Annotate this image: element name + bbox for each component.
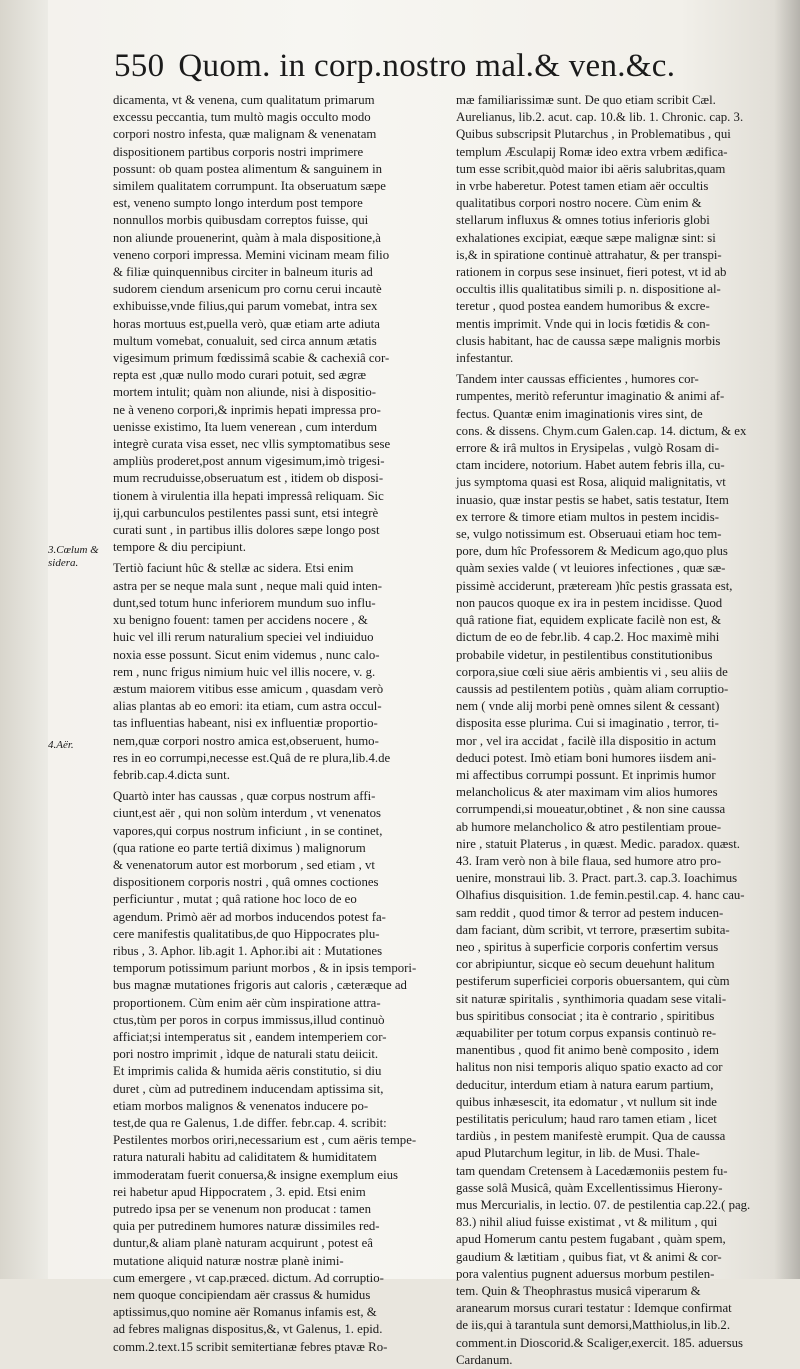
text-line: & filiæ quinquennibus circiter in balneum ituris ad xyxy=(113,265,373,280)
text-line: multum vomebat, conualuit, sed circa annum ætatis xyxy=(113,333,377,348)
text-line: nem quoque concipiendam aër crassus & humidus xyxy=(113,1288,371,1303)
text-line: uenire, monstraui lib. 3. Pract. part.3. cap.3. Ioachimus xyxy=(456,871,738,886)
text-line: cum emergere , vt cap.præced. dictum. Ad corruptio- xyxy=(113,1270,384,1285)
text-line: aptissimus,quo nomine aër Romanus infamis est, & xyxy=(113,1305,377,1320)
text-line: pori nostro imprimit , ìdque de naturali statu deiicit. xyxy=(113,1047,379,1062)
text-line: curati sunt , in partibus illis dolores sæpe longo post xyxy=(113,523,380,538)
text-line: Quartò inter has caussas , quæ corpus nostrum affi- xyxy=(113,789,376,804)
text-line: tas influentias habeant, nisi ex influentiæ proportio- xyxy=(113,716,378,731)
text-line: pora valentius pugnent aduersus morbum pestilen- xyxy=(456,1266,715,1281)
text-line: comm.2.text.15 scribit semitertianæ febres ptavæ Ro- xyxy=(113,1339,388,1354)
text-line: ad febres malignas dispositus,&, vt Galenus, 1. epid. xyxy=(113,1322,383,1337)
text-line: deduci potest. Imò etiam boni humores iisdem ani- xyxy=(456,750,717,765)
text-line: mum recruduisse,obseruatum est , itidem ob disposi- xyxy=(113,471,384,486)
text-line: inuasio, quæ instar pestis se habet, satis testatur, Item xyxy=(456,492,729,507)
margin-note-caelum-sidera xyxy=(48,544,99,570)
text-line: cere manifestis qualitatibus,de quo Hippocrates plu- xyxy=(113,926,380,941)
text-line: caussis ad pestilentem potiùs , quàm aliam corruptio- xyxy=(456,681,729,696)
page-number: 550 xyxy=(114,48,165,84)
text-line: se, vulgo notissimum est. Obseruaui etiam hoc tem- xyxy=(456,527,722,542)
text-line: ratura naturali habitu ad caliditatem & humiditatem xyxy=(113,1150,377,1165)
text-line: ciunt,est aër , qui non solùm interdum , vt venenatos xyxy=(113,806,381,821)
text-line: gaudium & lætitiam , quibus fiat, vt & animi & cor- xyxy=(456,1249,722,1264)
text-line: bus magnæ mutationes frigoris aut caloris , cæteræque ad xyxy=(113,978,407,993)
text-line: Et imprimis calida & humida aëris constitutio, si diu xyxy=(113,1064,382,1079)
text-line: Tandem inter caussas efficientes , humores cor- xyxy=(456,372,699,387)
text-line: fectus. Quantæ enim imaginationis vires sint, de xyxy=(456,406,703,421)
text-line: ribus , 3. Aphor. lib.agit 1. Aphor.ibi ait : Mutationes xyxy=(113,943,383,958)
text-line: jus symptoma quasi est Rosa, aliquid malignitatis, vt xyxy=(456,475,726,490)
text-line: uenisse existimo, Ita luem venerean , cum interdum xyxy=(113,419,378,434)
text-line: Olhafius disquisition. 1.de femin.pestil.cap. 4. hanc cau- xyxy=(456,888,745,903)
text-line: infestantur. xyxy=(456,351,514,366)
text-line: veneno corpori impressa. Memini vicinam meam filio xyxy=(113,247,390,262)
text-line: tam quendam Cretensem à Lacedæmoniis pestem fu- xyxy=(456,1163,728,1178)
page-gutter xyxy=(0,0,48,1279)
text-line: perficiuntur , mutat ; quâ ratione hoc loco de eo xyxy=(113,892,357,907)
text-line: æstum maiorem vitibus esse amicum , quasdam verò xyxy=(113,681,384,696)
text-line: xu benigno fouent: tamen per accidens nocere , & xyxy=(113,613,368,628)
text-line: aranearum morsus curari testatur : Idemque confirmat xyxy=(456,1301,732,1316)
text-line: sudorem ciendum arsenicum pro cornu cerui incautè xyxy=(113,282,382,297)
text-line: temporum potissimum pariunt morbos , & in ipsis tempori- xyxy=(113,961,417,976)
text-line: dicamenta, vt & venena, cum qualitatum primarum xyxy=(113,93,375,107)
text-line: vapores,qui corpus nostrum inficiunt , in se continet, xyxy=(113,823,383,838)
text-line: tionem à virulentia illa hepati impressâ reliquam. Sic xyxy=(113,488,384,503)
text-line: & venenatorum autor est morborum , sed etiam , vt xyxy=(113,857,375,872)
text-line: manentibus , quod fit animo benè composito , idem xyxy=(456,1043,720,1058)
text-line: mor , vel ira accidat , facilè illa dispositio in actum xyxy=(456,733,717,748)
text-line: rei habetur apud Hippocratem , 3. epid. Etsi enim xyxy=(113,1184,366,1199)
text-line: deducitur, interdum etiam à natura earum partium, xyxy=(456,1077,714,1092)
text-line: rem , nunc frigus nimium huic vel illis nocere, v. g. xyxy=(113,664,376,679)
text-line: pissimè acciderunt, præteream )hîc pestis grassata est, xyxy=(456,578,733,593)
text-line: mi affectibus corrumpi possunt. Et inprimis humor xyxy=(456,767,716,782)
text-line: pore, dum hîc Professorem & Medicum ago,quo plus xyxy=(456,544,728,559)
text-line: vigesimum primum fœdissimâ scabie & cachexiâ cor- xyxy=(113,351,390,366)
text-line: corpora,siue cœli siue aëris ambientis vi , seu aliis de xyxy=(456,664,728,679)
text-line: exhalationes excipiat, eæque sæpe malignæ sint: si xyxy=(456,230,716,245)
text-line: febrib.cap.4.dicta sunt. xyxy=(113,767,230,782)
text-line: ne à veneno corpori,& inprimis hepati impressa pro- xyxy=(113,402,381,417)
margin-note-line: 4.Aër. xyxy=(48,739,74,751)
text-line: disposita esse plurima. Cui si imaginatio , terror, ti- xyxy=(456,716,719,731)
text-line: teretur , quod postea eandem humoribus & excre- xyxy=(456,299,710,314)
text-line: pestilitatis periculum; haud raro tamen etiam , licet xyxy=(456,1111,717,1126)
right-text-column xyxy=(456,92,774,1369)
text-line: est, veneno sumpto longo interdum post tempore xyxy=(113,196,363,211)
text-line: mutatione aliquid naturæ nostræ planè inimi- xyxy=(113,1253,344,1268)
text-line: sam reddit , quod timor & terror ad pestem inducen- xyxy=(456,905,724,920)
text-line: huic vel illi rerum naturalium speciei vel indiuiduo xyxy=(113,630,374,645)
text-line: mæ familiarissimæ sunt. De quo etiam scribit Cæl. xyxy=(456,93,716,107)
text-line: rumpentes, meritò referuntur imaginatio & animi af- xyxy=(456,389,725,404)
text-line: cons. & dissens. Chym.cum Galen.cap. 14. dictum, & ex xyxy=(456,423,747,438)
text-line: tem. Quin & Theophrastus musicâ viperarum & xyxy=(456,1284,701,1299)
text-line: 43. Iram verò non à bile flaua, sed humore atro pro- xyxy=(456,853,722,868)
text-line: dispositionem partibus corporis nostri imprimere xyxy=(113,144,364,159)
text-line: de iis,qui à tarantula sunt demorsi,Matthiolus,in lib.2. xyxy=(456,1318,731,1333)
text-line: Pestilentes morbos oriri,necessarium est , cum aëris tempe- xyxy=(113,1133,417,1148)
text-line: dam faciant, dùm scribit, vt terrore, præsertim subita- xyxy=(456,922,730,937)
text-line: ctus,tùm per poros in corpus immissus,illud continuò xyxy=(113,1012,385,1027)
text-line: Tertiò faciunt hûc & stellæ ac sidera. Etsi enim xyxy=(113,561,354,576)
text-line: agendum. Primò aër ad morbos inducendos potest fa- xyxy=(113,909,386,924)
text-line: ampliùs proderet,post annum vigesimum,imò trigesi- xyxy=(113,454,385,469)
text-line: quàm sexies valde ( vt leuiores infectiones , quæ sæ- xyxy=(456,561,726,576)
text-line: immoderatam fuerit conuersa,& insigne exemplum eius xyxy=(113,1167,399,1182)
text-line: neo , spiritus à superficie corporis confertim versus xyxy=(456,939,719,954)
text-line: duntur,& aliam planè naturam acquirunt , potest eâ xyxy=(113,1236,373,1251)
text-line: exhibuisse,vnde filius,qui parum vomebat, intra sex xyxy=(113,299,378,314)
text-line: repta est ,quæ nullo modo curari potuit, sed ægræ xyxy=(113,368,367,383)
text-line: alias plantas ab eo emori: ita etiam, cum astra occul- xyxy=(113,699,382,714)
text-line: quia per putredinem humores naturæ dissimiles red- xyxy=(113,1219,380,1234)
text-line: noxia esse possunt. Sicut enim videmus , nunc calo- xyxy=(113,647,380,662)
text-line: qualitatibus corpori nostro nocere. Cùm enim & xyxy=(456,196,702,211)
text-line: corrumpendi,si moueatur,obtinet , & non sine caussa xyxy=(456,802,726,817)
text-line: etiam morbos malignos & venenatos inducere po- xyxy=(113,1098,369,1113)
text-line: æquabiliter per totum corpus expansis continuò re- xyxy=(456,1025,717,1040)
text-line: errore & irâ multos in Erysipelas , vulgò Rosam di- xyxy=(456,441,719,456)
text-line: in vrbe haberetur. Potest tamen etiam aër occultis xyxy=(456,179,709,194)
text-line: Quibus subscripsit Plutarchus , in Problematibus , qui xyxy=(456,127,731,142)
text-line: res in eo corrumpi,necesse est.Quâ de re plura,lib.4.de xyxy=(113,750,391,765)
text-line: (qua ratione eo parte tertiâ diximus ) malignorum xyxy=(113,840,366,855)
text-line: afficiat;si intemperatus sit , eandem intemperiem cor- xyxy=(113,1029,387,1044)
text-line: probabile videtur, in pestilentibus constitutionibus xyxy=(456,647,713,662)
text-line: halitus non nisi temporis aliquo spatio exacto ad cor xyxy=(456,1060,723,1075)
text-line: quâ ratione fiat, equidem explicate facilè non est, & xyxy=(456,613,722,628)
text-line: proportionem. Cùm enim aër cùm inspiratione attra- xyxy=(113,995,381,1010)
text-line: sit naturæ spiritalis , synthimoria quadam sese vitali- xyxy=(456,991,727,1006)
text-line: stellarum influxus & omnes totius inferioris globi xyxy=(456,213,710,228)
text-line: Cardanum. xyxy=(456,1352,513,1367)
text-line: similem qualitatem corrumpunt. Ita obseruatum sæpe xyxy=(113,179,386,194)
margin-note-line: 3.Cœlum & xyxy=(48,544,99,556)
text-line: cor abripiuntur, sicque eò secum deuehunt halitum xyxy=(456,957,715,972)
text-line: bus spiritibus consociat ; ita è contrario , spiritibus xyxy=(456,1008,715,1023)
text-line: mortem intulit; quàm non aliunde, nisi à dispositio- xyxy=(113,385,377,400)
page-edge-shadow xyxy=(774,0,800,1279)
text-line: apud Plutarchum legitur, in lib. de Musi. Thale- xyxy=(456,1146,700,1161)
text-line: mentis imprimit. Vnde qui in locis fœtidis & con- xyxy=(456,316,710,331)
text-line: non paucos quoque ex ira in pestem incidisse. Quod xyxy=(456,595,723,610)
margin-note-line: sidera. xyxy=(48,557,79,569)
text-line: mus Mercurialis, in lectio. 07. de pestilentia cap.22.( pag. xyxy=(456,1198,751,1212)
text-line: templum Æsculapij Romæ ideo extra vrbem ædifica- xyxy=(456,144,728,159)
text-line: ex terrore & timore etiam multos in pestem incidis- xyxy=(456,509,719,524)
margin-note-aer xyxy=(48,739,74,752)
text-line: integrè curata visa esset, nec vllis symptomatibus sese xyxy=(113,437,391,452)
text-line: tempore & diu percipiunt. xyxy=(113,540,246,555)
text-line: ab humore melancholico & atro pestilentiam proue- xyxy=(456,819,722,834)
text-line: nem ( vnde alij morbi penè omnes silent & cessant) xyxy=(456,699,720,714)
text-line: possunt: ob quam postea alimentum & sanguinem in xyxy=(113,161,383,176)
text-line: quibus inhæsescit, ita edomatur , vt nullum sit inde xyxy=(456,1094,717,1109)
text-line: tum esse scribit,quòd maior ibi aëris salubritas,quam xyxy=(456,161,726,176)
text-line: dunt,sed totum hunc inferiorem mundum suo influ- xyxy=(113,595,376,610)
left-text-column xyxy=(113,92,435,1356)
text-line: clusis habitant, hac de caussa sæpe malignis morbis xyxy=(456,333,721,348)
text-line: is,& in spiratione continuè attrahatur, & per transpi- xyxy=(456,247,722,262)
text-line: test,de qua re Galenus, 1.de differ. febr.cap. 4. scribit: xyxy=(113,1115,387,1130)
text-line: corpori nostro infesta, quæ malignam & venenatam xyxy=(113,127,377,142)
text-line: dictum de eo de febr.lib. 4 cap.2. Hoc maximè mihi xyxy=(456,630,720,645)
running-header xyxy=(114,48,675,85)
text-line: ij,qui carbunculos pestilentes passi sunt, etsi integrè xyxy=(113,505,379,520)
text-line: gasse solâ Musicâ, quàm Excellentissimus Hierony- xyxy=(456,1180,723,1195)
text-line: excessu peccantia, tum multò magis occulto modo xyxy=(113,110,371,125)
text-line: nire , statuit Platerus , in quæst. Medic. paradox. quæst. xyxy=(456,836,740,851)
text-line: horas mortuus est,puella verò, quæ etiam arte adiuta xyxy=(113,316,380,331)
text-line: pestiferum superficiei corporis obuersantem, qui cùm xyxy=(456,974,730,989)
text-line: Aurelianus, lib.2. acut. cap. 10.& lib. 1. Chronic. cap. 3. xyxy=(456,110,744,125)
text-line: non aliunde prouenerint, quàm à mala dispositione,à xyxy=(113,230,381,245)
text-line: putredo ipsa per se venenum non producat : tamen xyxy=(113,1202,371,1216)
text-line: tardiùs , in pestem manifestè erumpit. Qua de caussa xyxy=(456,1129,726,1144)
text-line: melancholicus & ater maximam vim alios humores xyxy=(456,785,718,800)
text-line: rationem in corpus sese insinuet, fieri potest, vt id ab xyxy=(456,265,727,280)
text-line: apud Homerum cantu pestem fugabant , quàm spem, xyxy=(456,1232,726,1247)
text-line: ctam incidere, notorium. Habet autem febris illa, cu- xyxy=(456,458,725,473)
text-line: nonnullos morbis quibusdam correptos fuisse, qui xyxy=(113,213,369,228)
text-line: duret , cùm ad putredinem inducendam aptissima sit, xyxy=(113,1081,384,1096)
running-title: Quom. in corp.nostro mal.& ven.&c. xyxy=(178,48,676,84)
text-line: comment.in Dioscorid.& Scaliger,exercit. 185. aduersus xyxy=(456,1335,743,1350)
text-line: astra per se neque mala sunt , neque mali quid inten- xyxy=(113,578,383,593)
text-line: dispositionem corporis nostri , quâ omnes coctiones xyxy=(113,875,379,890)
text-line: nem,quæ corpori nostro amica est,obseruent, humo- xyxy=(113,733,379,748)
text-line: 83.) nihil aliud fuisse existimat , vt & militum , qui xyxy=(456,1215,718,1230)
text-line: occultis illis qualitatibus simili p. n. dispositione al- xyxy=(456,282,721,297)
